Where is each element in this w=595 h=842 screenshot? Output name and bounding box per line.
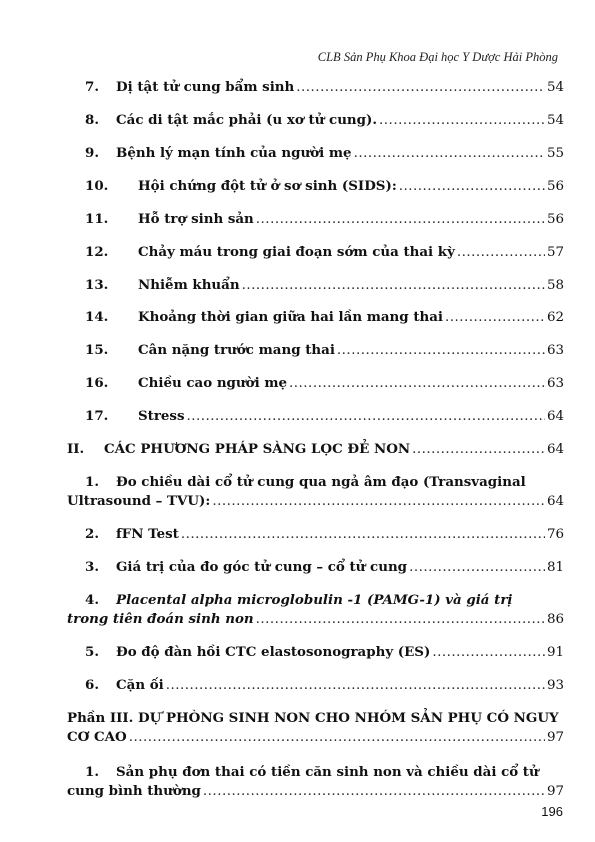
entry-page: 54 — [546, 80, 564, 95]
toc-section-entry[interactable] — [67, 440, 564, 459]
toc-entry[interactable] — [67, 243, 564, 262]
entry-title: Chiều cao người mẹ — [138, 375, 288, 391]
entry-title: Ultrasound – TVU): — [67, 493, 211, 509]
toc-entry[interactable] — [67, 473, 564, 511]
entry-number: 8. — [85, 112, 99, 128]
toc-part-entry[interactable] — [67, 709, 564, 747]
entry-title: Các di tật mắc phải (u xơ tử cung). — [116, 112, 378, 128]
toc-entry[interactable] — [67, 374, 564, 393]
entry-page: 55 — [546, 146, 564, 161]
entry-title: Cân nặng trước mang thai — [138, 342, 335, 358]
entry-number: 10. — [85, 178, 109, 194]
toc-entry[interactable] — [67, 341, 564, 360]
entry-title: trong tiên đoán sinh non — [67, 611, 254, 627]
entry-title: Chảy máu trong giai đoạn sớm của thai kỳ — [138, 244, 455, 260]
entry-title: Nhiễm khuẩn — [138, 277, 240, 293]
entry-page: 58 — [546, 278, 564, 293]
entry-number: 13. — [85, 277, 109, 293]
dot-leader — [354, 144, 545, 163]
entry-number: 14. — [85, 309, 109, 325]
entry-title: Đo độ đàn hồi CTC elastosonography (ES) — [116, 644, 431, 660]
entry-number: 6. — [85, 677, 99, 693]
entry-page: 64 — [546, 494, 564, 509]
entry-number: 16. — [85, 375, 109, 391]
entry-title: CÁC PHƯƠNG PHÁP SÀNG LỌC ĐẺ NON — [104, 441, 411, 457]
entry-page: 97 — [546, 784, 564, 799]
dot-leader — [296, 78, 545, 97]
entry-page: 91 — [546, 645, 564, 660]
dot-leader — [399, 177, 545, 196]
entry-page: 97 — [546, 730, 564, 745]
toc-entry[interactable] — [67, 525, 564, 544]
entry-number: II. — [67, 441, 85, 457]
toc-entry[interactable] — [67, 177, 564, 196]
entry-number: 5. — [85, 644, 99, 660]
entry-title: Bệnh lý mạn tính của người mẹ — [116, 145, 352, 161]
toc-entry[interactable] — [67, 763, 564, 801]
entry-title: cung bình thường — [67, 783, 201, 799]
toc-entry[interactable] — [67, 144, 564, 163]
dot-leader — [212, 492, 545, 511]
entry-number: 7. — [85, 79, 99, 95]
dot-leader — [256, 610, 545, 629]
dot-leader — [166, 676, 545, 695]
entry-number: 3. — [85, 559, 99, 575]
dot-leader — [445, 308, 545, 327]
page-number: 196 — [541, 804, 563, 819]
dot-leader — [432, 643, 545, 662]
dot-leader — [203, 782, 545, 801]
dot-leader — [242, 276, 545, 295]
entry-page: 62 — [546, 310, 564, 325]
toc-entry[interactable] — [67, 591, 564, 629]
dot-leader — [187, 407, 545, 426]
entry-title: Hội chứng đột tử ở sơ sinh (SIDS): — [138, 178, 397, 194]
entry-page: 81 — [546, 560, 564, 575]
toc-entry[interactable] — [67, 643, 564, 662]
dot-leader — [409, 558, 545, 577]
toc-entry[interactable] — [67, 276, 564, 295]
toc-entry[interactable] — [67, 676, 564, 695]
dot-leader — [289, 374, 545, 393]
toc-entry[interactable] — [67, 558, 564, 577]
entry-title: fFN Test — [116, 526, 179, 542]
toc-entry[interactable] — [67, 308, 564, 327]
dot-leader — [379, 111, 545, 130]
entry-number: 9. — [85, 145, 99, 161]
entry-page: 56 — [546, 179, 564, 194]
entry-title-line1: Sản phụ đơn thai có tiền căn sinh non và chiều dài cổ tử — [116, 764, 539, 780]
entry-page: 64 — [546, 409, 564, 424]
dot-leader — [256, 210, 545, 229]
entry-page: 76 — [546, 527, 564, 542]
entry-page: 56 — [546, 212, 564, 227]
entry-page: 63 — [546, 343, 564, 358]
entry-page: 57 — [546, 245, 564, 260]
entry-title: Giá trị của đo góc tử cung – cổ tử cung — [116, 559, 408, 575]
dot-leader — [181, 525, 545, 544]
entry-number: 17. — [85, 408, 109, 424]
dot-leader — [337, 341, 545, 360]
dot-leader — [457, 243, 545, 262]
entry-title: Cặn ối — [116, 677, 164, 693]
entry-number: 1. — [85, 764, 99, 780]
entry-title: Hỗ trợ sinh sản — [138, 211, 254, 227]
running-header: CLB Sản Phụ Khoa Đại học Y Dược Hải Phòng — [317, 50, 558, 64]
entry-title: Khoảng thời gian giữa hai lần mang thai — [138, 309, 444, 325]
entry-page: 54 — [546, 113, 564, 128]
toc-entry[interactable] — [67, 210, 564, 229]
dot-leader — [412, 440, 545, 459]
entry-number: 4. — [85, 592, 99, 608]
entry-title-line1: Đo chiều dài cổ tử cung qua ngả âm đạo (Transvaginal — [116, 474, 526, 490]
entry-number: 11. — [85, 211, 109, 227]
entry-number: 12. — [85, 244, 109, 260]
entry-page: 86 — [546, 612, 564, 627]
toc-entry[interactable] — [67, 407, 564, 426]
entry-title: Dị tật tử cung bẩm sinh — [116, 79, 295, 95]
entry-title-line1: Placental alpha microglobulin -1 (PAMG-1) và giá trị — [116, 592, 513, 608]
toc-entry[interactable] — [67, 78, 564, 97]
toc-entry[interactable] — [67, 111, 564, 130]
entry-title: Stress — [138, 408, 185, 424]
entry-number: 15. — [85, 342, 109, 358]
entry-title: CƠ CAO — [67, 729, 127, 745]
entry-number: 2. — [85, 526, 99, 542]
entry-page: 63 — [546, 376, 564, 391]
entry-page: 64 — [546, 442, 564, 457]
entry-number: 1. — [85, 474, 99, 490]
dot-leader — [129, 728, 545, 747]
entry-page: 93 — [546, 678, 564, 693]
entry-title-line1: Phần III. DỰ PHÒNG SINH NON CHO NHÓM SẢN PHỤ CÓ NGUY — [67, 710, 559, 726]
